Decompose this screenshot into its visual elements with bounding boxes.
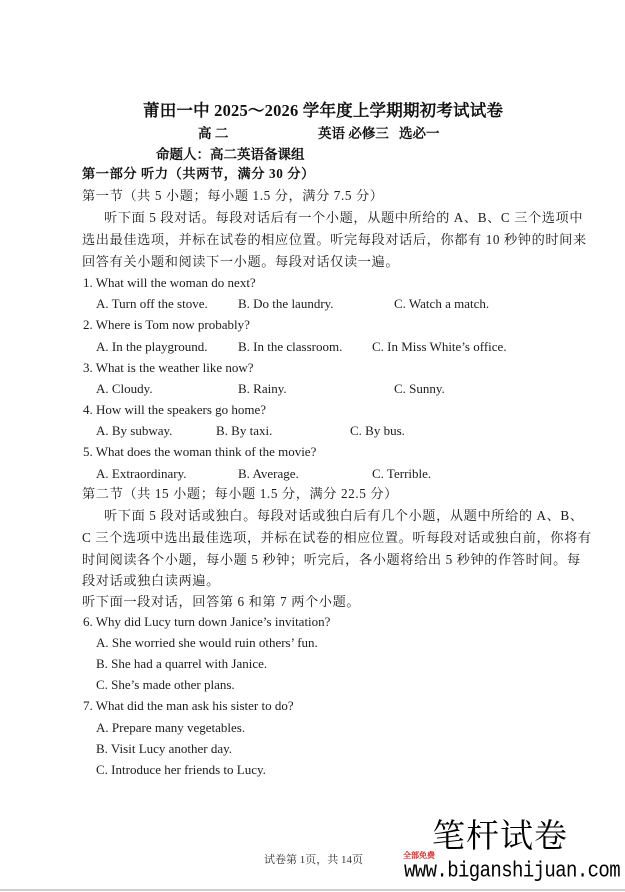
question-5: 5. What does the woman think of the movie? [83, 444, 317, 459]
watermark-url: www.biganshijuan.com [404, 858, 621, 884]
question-6: 6. Why did Lucy turn down Janice’s invitation? [83, 614, 331, 629]
section1-instruction-line: 回答有关小题和阅读下一小题。每段对话仅读一遍。 [82, 254, 400, 269]
question-4-option-b: B. By taxi. [216, 423, 273, 438]
author-label: 命题人：高二英语备课组 [156, 147, 305, 162]
question-1: 1. What will the woman do next? [83, 275, 256, 290]
bottom-divider [0, 889, 625, 891]
question-4: 4. How will the speakers go home? [83, 402, 267, 417]
question-3-option-c: C. Sunny. [394, 381, 445, 396]
section2-instruction-line: 时间阅读各个小题，每小题 5 秒钟；听完后，各小题将给出 5 秒钟的作答时间。每 [82, 552, 581, 567]
question-4-option-c: C. By bus. [350, 423, 405, 438]
part1-heading: 第一部分 听力（共两节，满分 30 分） [82, 166, 315, 181]
section1-instruction-line: 听下面 5 段对话。每段对话后有一个小题，从题中所给的 A、B、C 三个选项中 [104, 210, 584, 225]
question-6-option-c: C. She’s made other plans. [96, 677, 235, 692]
section2-instruction-line: 段对话或独白读两遍。 [82, 573, 220, 588]
grade-label: 高 二 [198, 126, 229, 141]
question-5-option-b: B. Average. [238, 466, 299, 481]
subject-label: 英语 必修三 选必一 [318, 126, 440, 141]
question-7-option-b: B. Visit Lucy another day. [96, 741, 233, 756]
section2-heading: 第二节（共 15 小题；每小题 1.5 分，满分 22.5 分） [82, 486, 398, 501]
question-3-option-a: A. Cloudy. [96, 381, 153, 396]
question-6-option-a: A. She worried she would ruin others’ fun. [96, 635, 318, 650]
section1-instruction-line: 选出最佳选项，并标在试卷的相应位置。听完每段对话后，你都有 10 秒钟的时间来 [82, 232, 587, 247]
question-1-option-a: A. Turn off the stove. [96, 296, 208, 311]
question-3: 3. What is the weather like now? [83, 360, 254, 375]
question-1-option-b: B. Do the laundry. [238, 296, 334, 311]
question-7: 7. What did the man ask his sister to do? [83, 698, 294, 713]
watermark-brand: 笔杆试卷 [432, 816, 568, 855]
exam-title: 莆田一中 2025～2026 学年度上学期期初考试试卷 [143, 101, 504, 120]
question-5-option-c: C. Terrible. [372, 466, 432, 481]
question-7-option-c: C. Introduce her friends to Lucy. [96, 762, 266, 777]
question-3-option-b: B. Rainy. [238, 381, 287, 396]
page-number: 试卷第 1页，共 14页 [264, 854, 363, 866]
question-1-option-c: C. Watch a match. [394, 296, 490, 311]
question-2-option-a: A. In the playground. [96, 339, 208, 354]
section1-heading: 第一节（共 5 小题；每小题 1.5 分，满分 7.5 分） [82, 188, 384, 203]
question-7-option-a: A. Prepare many vegetables. [96, 720, 246, 735]
question-2-option-b: B. In the classroom. [238, 339, 343, 354]
question-4-option-a: A. By subway. [96, 423, 173, 438]
section2-instruction-line: C 三个选项中选出最佳选项，并标在试卷的相应位置。听每段对话或独白前，你将有 [82, 530, 592, 545]
question-6-option-b: B. She had a quarrel with Janice. [96, 656, 268, 671]
group-intro: 听下面一段对话，回答第 6 和第 7 两个小题。 [82, 594, 361, 609]
question-2: 2. Where is Tom now probably? [83, 317, 250, 332]
section2-instruction-line: 听下面 5 段对话或独白。每段对话或独白后有几个小题，从题中所给的 A、B、 [104, 508, 584, 523]
watermark-free-label: 全部免费 [403, 851, 435, 860]
question-5-option-a: A. Extraordinary. [96, 466, 187, 481]
question-2-option-c: C. In Miss White’s office. [372, 339, 507, 354]
